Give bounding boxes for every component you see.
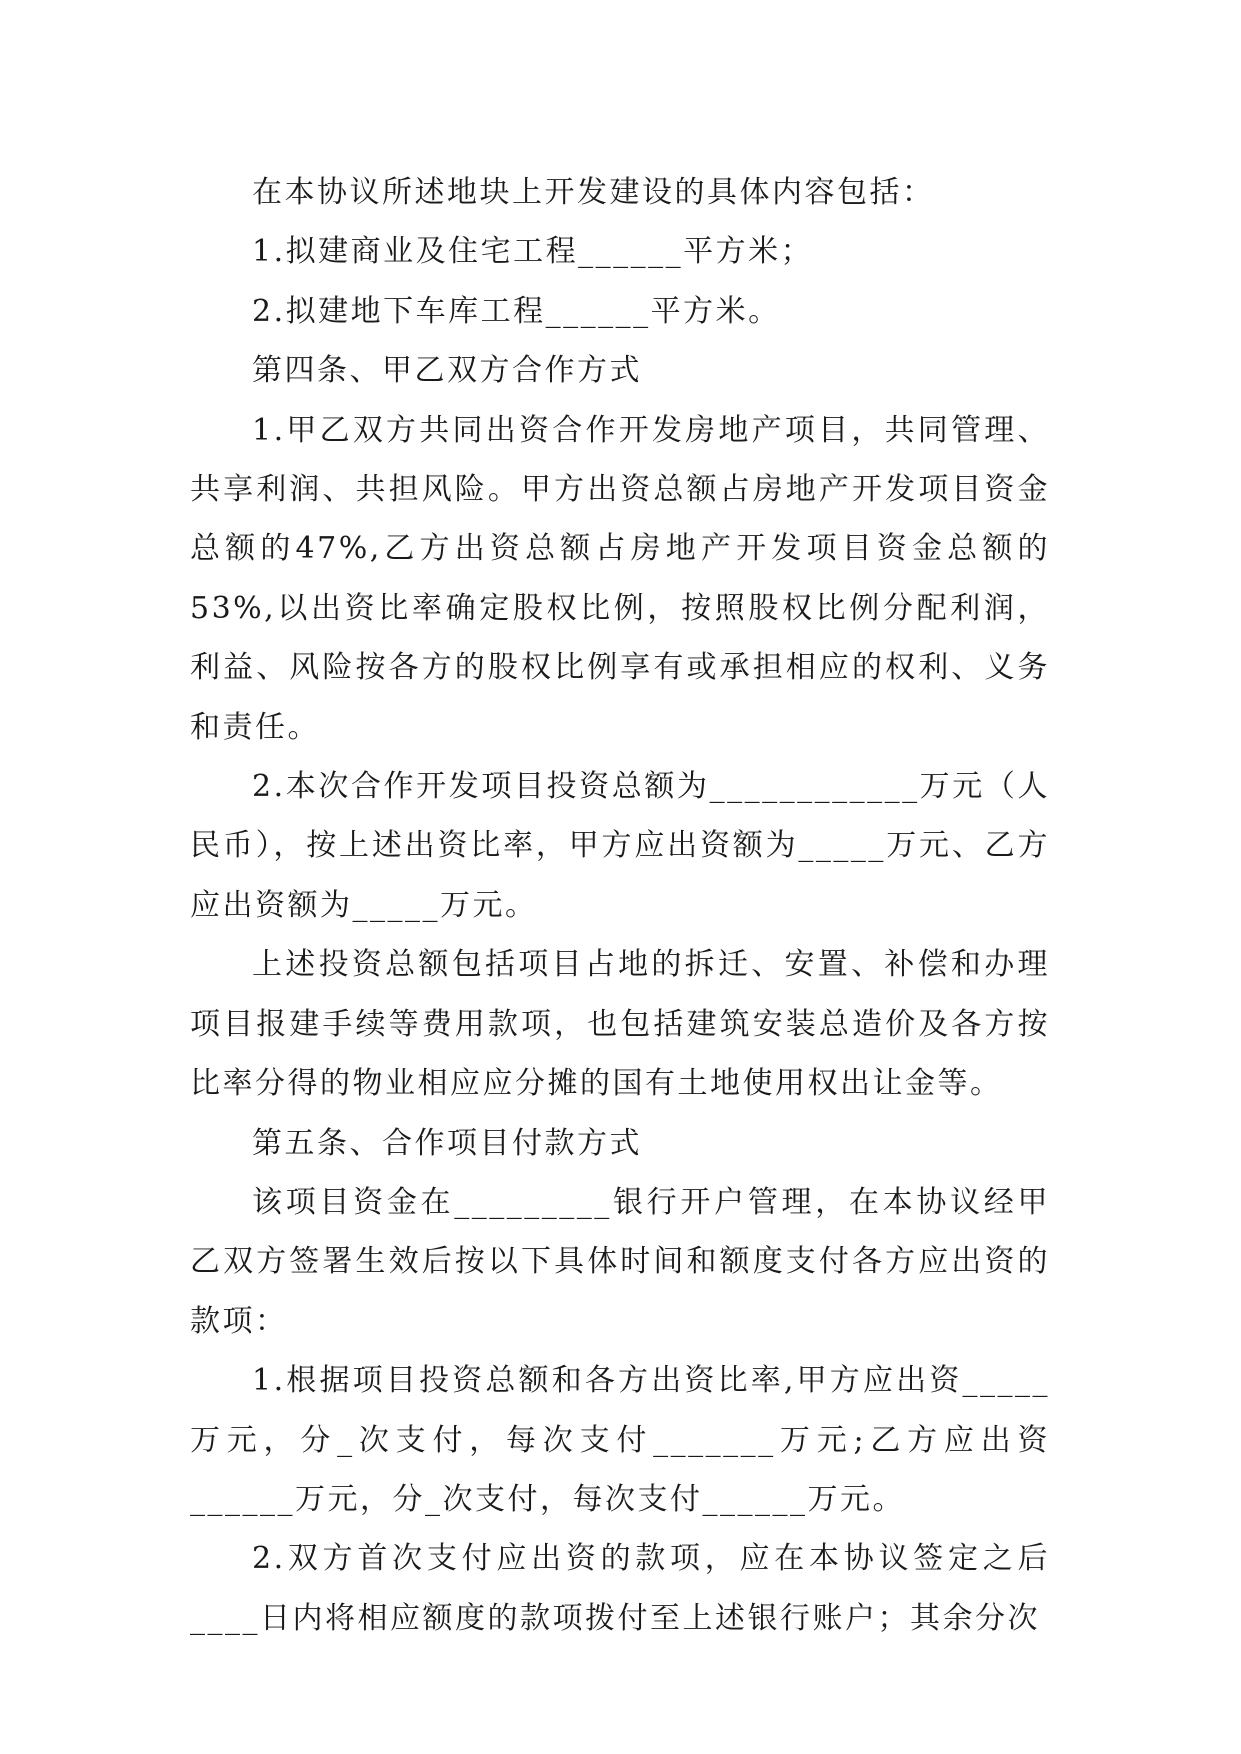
paragraph-joint-investment: 1.甲乙双方共同出资合作开发房地产项目，共同管理、共享利润、共担风险。甲方出资总额占房地产开发项目资金总额的47%,乙方出资总额占房地产开发项目资金总额的53%,以出资比率确定股权比例，按照股权比例分配利润，利益、风险按各方的股权比例享有或承担相应的权利、义务和责任。 (190, 412, 1050, 745)
paragraph-payment-schedule: 1.根据项目投资总额和各方出资比率,甲方应出资_____万元，分_次支付，每次支付_______万元;乙方应出资______万元，分_次支付，每次支付______万元。 (190, 1363, 1050, 1517)
paragraph-investment-scope: 上述投资总额包括项目占地的拆迁、安置、补偿和办理项目报建手续等费用款项，也包括建筑安装总造价及各方按比率分得的物业相应应分摊的国有土地使用权出让金等。 (190, 947, 1050, 1102)
paragraph-total-investment: 2.本次合作开发项目投资总额为____________万元（人民币），按上述出资比率，甲方应出资额为_____万元、乙方应出资额为_____万元。 (190, 769, 1050, 923)
paragraph-bank-account: 该项目资金在_________银行开户管理，在本协议经甲乙双方签署生效后按以下具体时间和额度支付各方应出资的款项： (190, 1184, 1050, 1339)
article-5-heading: 第五条、合作项目付款方式 (252, 1125, 642, 1161)
paragraph-development-content: 在本协议所述地块上开发建设的具体内容包括： (252, 175, 935, 210)
paragraph-commercial-residential: 1.拟建商业及住宅工程______平方米； (252, 234, 814, 270)
paragraph-first-payment: 2.双方首次支付应出资的款项，应在本协议签定之后____日内将相应额度的款项拨付至上述银行账户；其余分次 (190, 1541, 1050, 1636)
document-body (190, 163, 1050, 1648)
article-4-heading: 第四条、甲乙双方合作方式 (252, 353, 642, 389)
paragraph-underground-garage: 2.拟建地下车库工程______平方米。 (252, 293, 781, 329)
